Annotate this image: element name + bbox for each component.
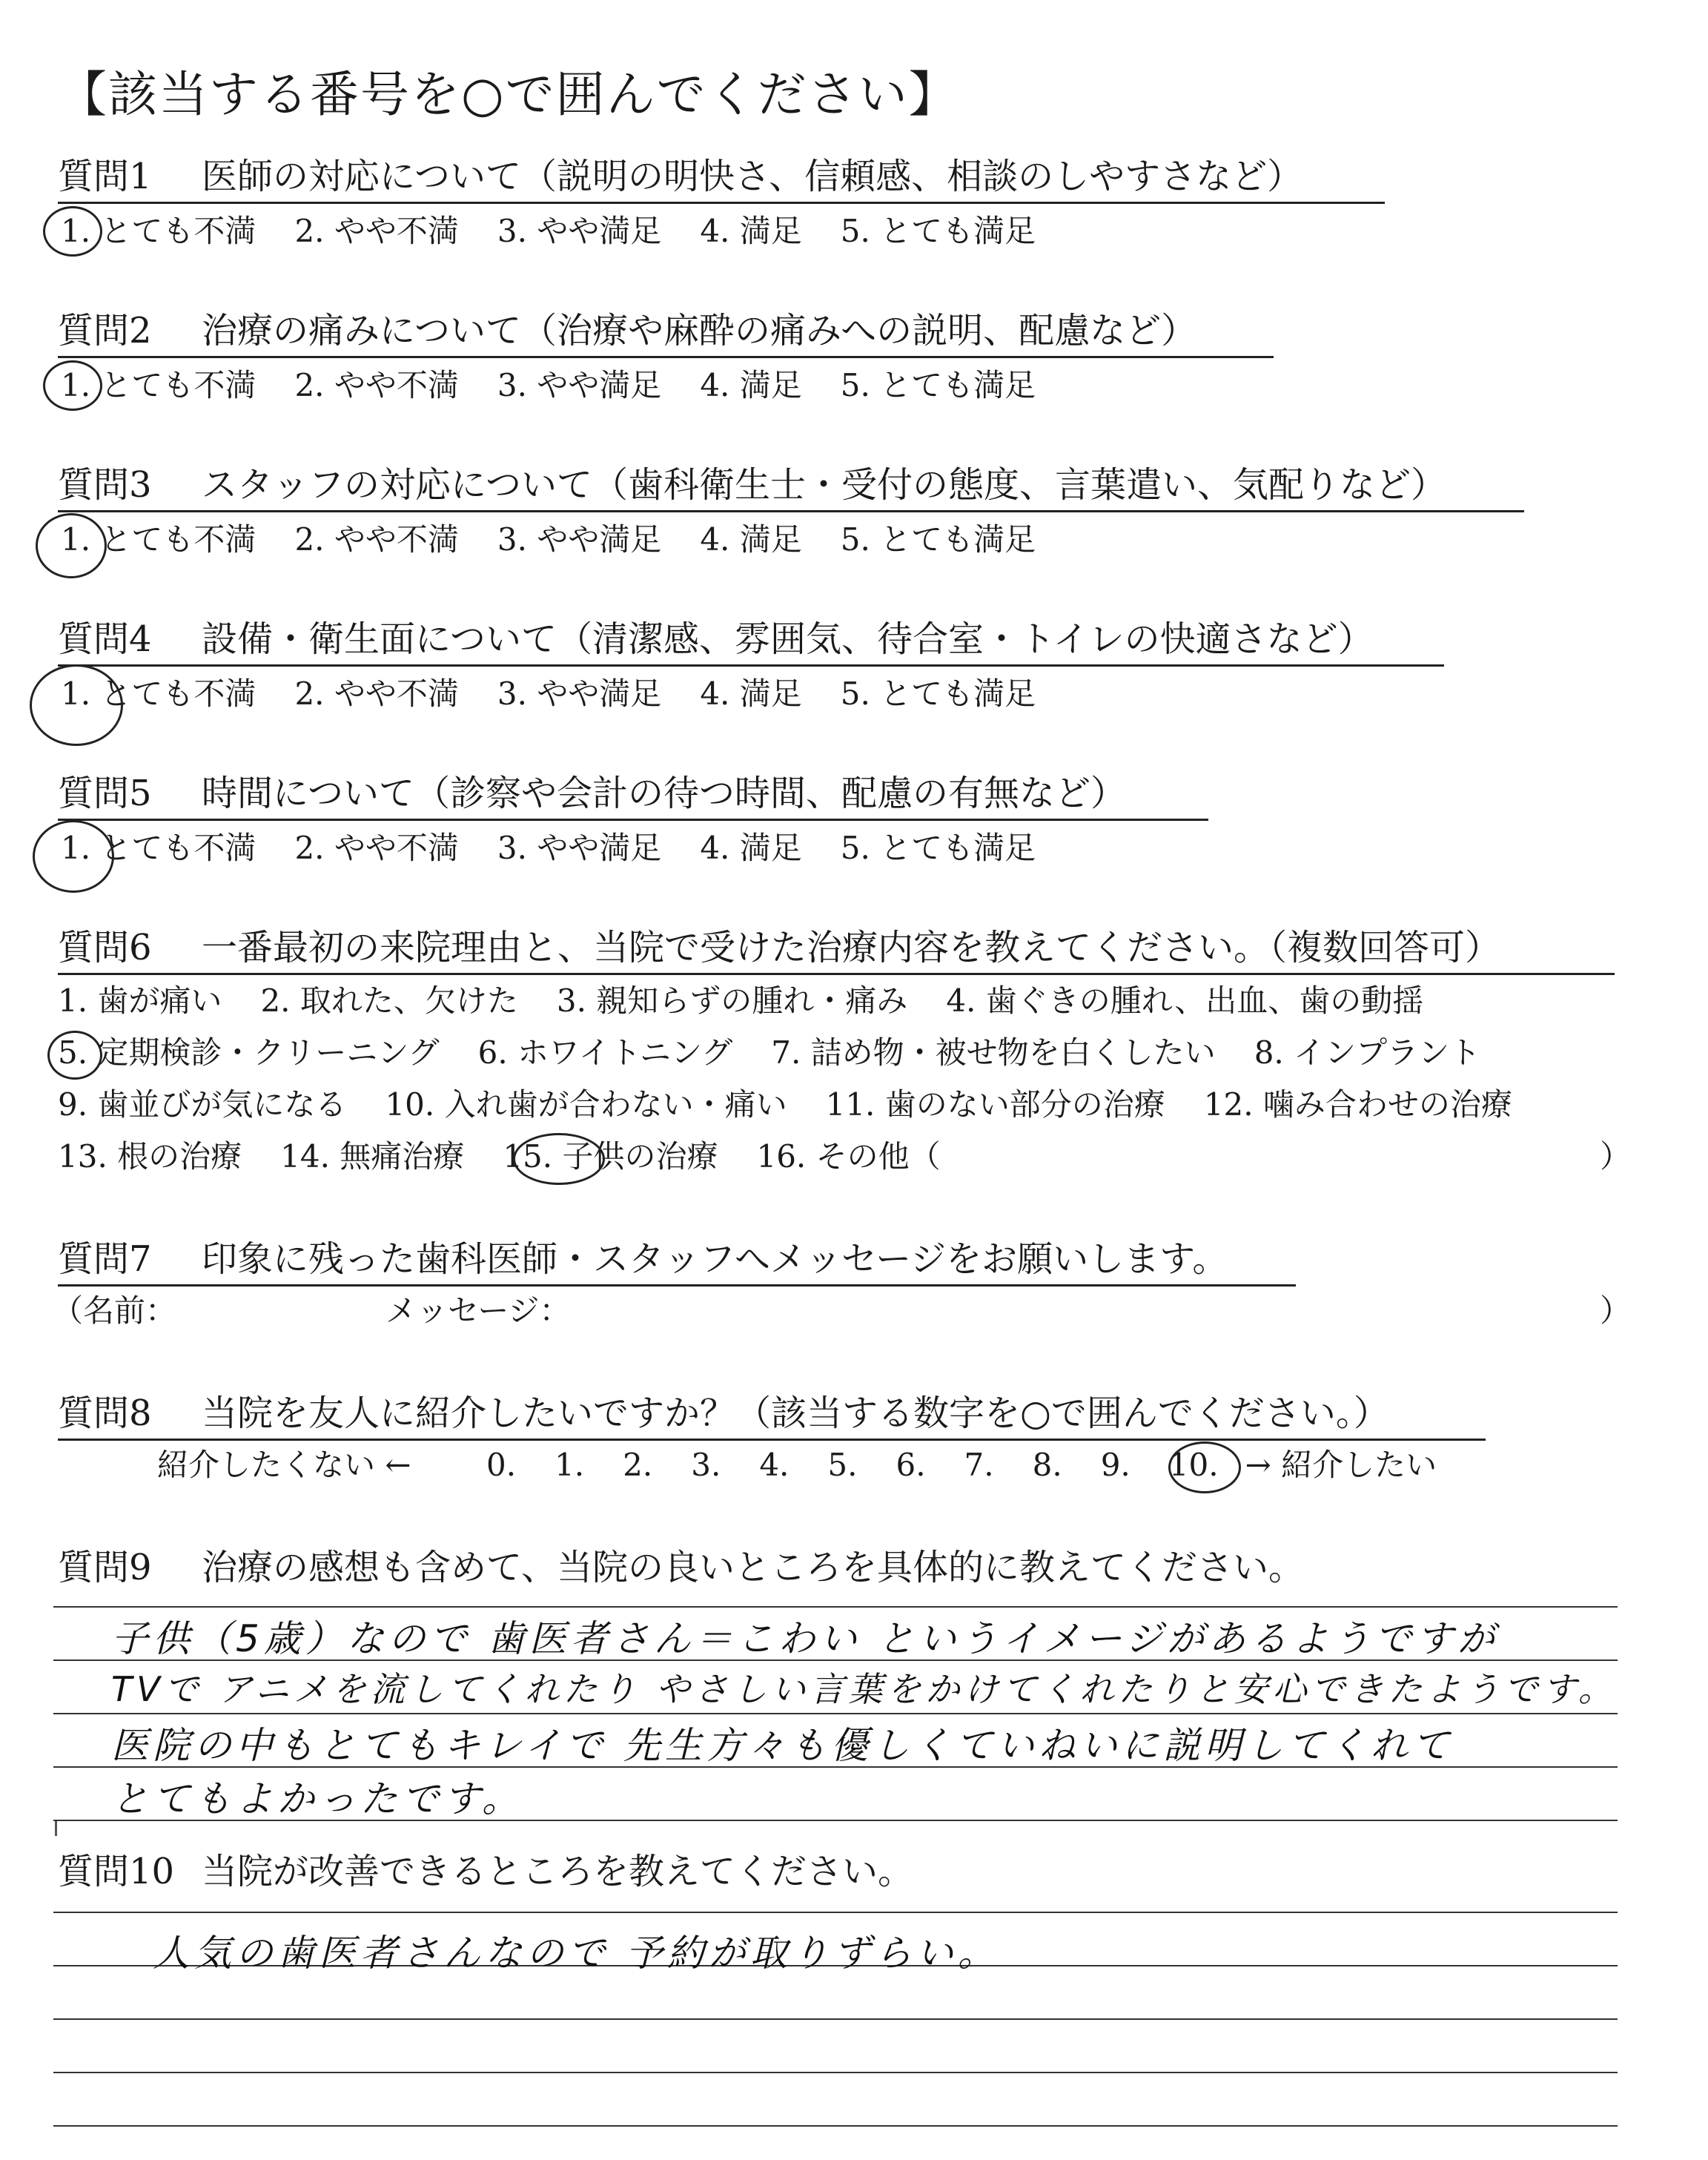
- q8-number-0[interactable]: 0.: [486, 1447, 517, 1483]
- option-3[interactable]: 3. やや満足: [497, 213, 662, 249]
- q9-handwritten-answer-line-2: TVで アニメを流してくれたり やさしい言葉をかけてくれたりと安心できたようです。: [111, 1669, 1617, 1709]
- option-5[interactable]: 5. とても満足: [840, 213, 1036, 249]
- handwritten-circle-q6-15: [513, 1133, 605, 1185]
- option-5[interactable]: 5. とても満足: [840, 676, 1036, 712]
- q10-handwritten-answer: 人気の歯医者さんなので 予約が取りずらい。: [153, 1932, 999, 1975]
- q8-scale-right-label: → 紹介したい: [1245, 1447, 1437, 1483]
- q8-number-4[interactable]: 4.: [759, 1447, 790, 1483]
- question-2-underline: [58, 356, 1274, 358]
- question-4-underline: [58, 664, 1444, 667]
- q6-option-14[interactable]: 14. 無痛治療: [280, 1138, 465, 1175]
- q8-number-5[interactable]: 5.: [827, 1447, 858, 1483]
- q6-option-13[interactable]: 13. 根の治療: [58, 1138, 242, 1175]
- q10-answer-line-4: [53, 2072, 1618, 2073]
- handwritten-circle-q1: [43, 206, 102, 257]
- q9-handwritten-answer-line-3: 医院の中もとてもキレイで 先生方々も優しくていねいに説明してくれて: [111, 1724, 1454, 1767]
- option-5[interactable]: 5. とても満足: [840, 367, 1036, 403]
- q6-option-11[interactable]: 11. 歯のない部分の治療: [825, 1086, 1165, 1123]
- q6-option-4[interactable]: 4. 歯ぐきの腫れ、出血、歯の動揺: [946, 982, 1424, 1019]
- q6-option-1[interactable]: 1. 歯が痛い: [58, 982, 222, 1019]
- q6-option-8[interactable]: 8. インプラント: [1254, 1034, 1481, 1071]
- q9-handwritten-answer-line-4: とてもよかったです。: [111, 1777, 523, 1820]
- q10-answer-line-3: [53, 2018, 1618, 2020]
- option-4[interactable]: 4. 満足: [700, 521, 802, 558]
- q6-option-10[interactable]: 10. 入れ歯が合わない・痛い: [385, 1086, 787, 1123]
- option-2[interactable]: 2. やや不満: [294, 213, 459, 249]
- q6-other-close-paren: ）: [1600, 1138, 1632, 1175]
- q7-name-field-label: （名前：: [52, 1292, 177, 1329]
- option-3[interactable]: 3. やや満足: [497, 367, 662, 403]
- question-5-text: 時間について（診察や会計の待つ時間、配慮の有無など）: [202, 773, 1127, 814]
- question-4-text: 設備・衛生面について（清潔感、雰囲気、待合室・トイレの快適さなど）: [202, 618, 1374, 660]
- question-6-text: 一番最初の来院理由と、当院で受けた治療内容を教えてください。（複数回答可）: [202, 927, 1501, 968]
- question-9-text: 治療の感想も含めて、当院の良いところを具体的に教えてください。: [202, 1547, 1305, 1588]
- q9-margin-tick: [55, 1821, 57, 1836]
- option-3[interactable]: 3. やや満足: [497, 676, 662, 712]
- q9-handwritten-answer-line-1: 子供（5歳）なので 歯医者さん＝こわい というイメージがあるようですが: [111, 1617, 1500, 1660]
- handwritten-circle-q3: [36, 513, 107, 578]
- question-3-options: [61, 521, 1074, 559]
- option-4[interactable]: 4. 満足: [700, 676, 802, 712]
- handwritten-circle-q4: [30, 664, 123, 746]
- question-5-options: [61, 829, 1074, 868]
- q7-message-field-label: メッセージ：: [385, 1292, 571, 1329]
- question-6-options-row3: [58, 1086, 1551, 1124]
- q8-scale-numbers: [486, 1446, 1475, 1484]
- q8-number-1[interactable]: 1.: [555, 1447, 585, 1483]
- question-8-text: 当院を友人に紹介したいですか？（該当する数字を○で囲んでください。）: [202, 1393, 1389, 1434]
- option-5[interactable]: 5. とても満足: [840, 521, 1036, 558]
- q6-option-5[interactable]: 5. 定期検診・クリーニング: [58, 1034, 440, 1071]
- option-4[interactable]: 4. 満足: [700, 830, 802, 866]
- q8-number-6[interactable]: 6.: [896, 1447, 926, 1483]
- question-2-label: 質問2: [58, 310, 152, 351]
- q10-answer-line-5: [53, 2125, 1618, 2127]
- option-5[interactable]: 5. とても満足: [840, 830, 1036, 866]
- question-2-options: [61, 366, 1074, 405]
- question-7-text: 印象に残った歯科医師・スタッフへメッセージをお願いします。: [202, 1238, 1228, 1280]
- question-1-underline: [58, 202, 1385, 204]
- option-1[interactable]: 1. とても不満: [61, 830, 256, 866]
- question-8-underline: [58, 1439, 1486, 1441]
- q8-number-7[interactable]: 7.: [964, 1447, 994, 1483]
- question-9-label: 質問9: [58, 1547, 152, 1588]
- q9-answer-line-3: [53, 1713, 1618, 1714]
- q8-scale-left-label: 紹介したくない ←: [157, 1447, 411, 1483]
- handwritten-circle-q6-5: [47, 1031, 102, 1080]
- q6-option-6[interactable]: 6. ホワイトニング: [477, 1034, 733, 1071]
- option-3[interactable]: 3. やや満足: [497, 830, 662, 866]
- question-5-underline: [58, 819, 1208, 821]
- q10-answer-line-1: [53, 1912, 1618, 1913]
- q7-close-paren: ）: [1600, 1292, 1632, 1329]
- q8-number-2[interactable]: 2.: [623, 1447, 653, 1483]
- question-6-options-row1: [58, 982, 1462, 1020]
- option-2[interactable]: 2. やや不満: [294, 676, 459, 712]
- question-1-label: 質問1: [58, 156, 152, 197]
- page-title: 【該当する番号を○で囲んでください】: [58, 66, 959, 123]
- option-4[interactable]: 4. 満足: [700, 367, 802, 403]
- handwritten-circle-q2: [43, 360, 102, 411]
- option-4[interactable]: 4. 満足: [700, 213, 802, 249]
- question-6-underline: [58, 973, 1615, 975]
- handwritten-circle-q8-10: [1168, 1441, 1241, 1493]
- option-3[interactable]: 3. やや満足: [497, 521, 662, 558]
- option-2[interactable]: 2. やや不満: [294, 830, 459, 866]
- q6-option-15[interactable]: 15. 子供の治療: [503, 1138, 718, 1175]
- question-2-text: 治療の痛みについて（治療や麻酔の痛みへの説明、配慮など）: [202, 310, 1197, 351]
- q8-number-10[interactable]: 10.: [1168, 1447, 1219, 1483]
- question-3-label: 質問3: [58, 464, 152, 506]
- q6-option-12[interactable]: 12. 噛み合わせの治療: [1203, 1086, 1512, 1123]
- option-1[interactable]: 1. とても不満: [61, 367, 256, 403]
- question-7-label: 質問7: [58, 1238, 152, 1280]
- question-10-text: 当院が改善できるところを教えてください。: [202, 1851, 914, 1892]
- question-1-text: 医師の対応について（説明の明快さ、信頼感、相談のしやすさなど）: [202, 156, 1303, 197]
- q6-option-3[interactable]: 3. 親知らずの腫れ・痛み: [556, 982, 908, 1019]
- q8-number-3[interactable]: 3.: [691, 1447, 721, 1483]
- question-6-label: 質問6: [58, 927, 152, 968]
- question-8-label: 質問8: [58, 1393, 152, 1434]
- option-1[interactable]: 1. とても不満: [61, 676, 256, 712]
- q6-option-9[interactable]: 9. 歯並びが気になる: [58, 1086, 347, 1123]
- question-1-options: [61, 212, 1074, 251]
- question-3-underline: [58, 510, 1524, 512]
- option-2[interactable]: 2. やや不満: [294, 521, 459, 558]
- q6-option-2[interactable]: 2. 取れた、欠けた: [260, 982, 518, 1019]
- q8-number-8[interactable]: 8.: [1032, 1447, 1062, 1483]
- q6-option-16[interactable]: 16. その他（: [756, 1138, 941, 1175]
- option-1[interactable]: 1. とても不満: [61, 213, 256, 249]
- question-7-underline: [58, 1284, 1296, 1287]
- q9-answer-line-1: [53, 1606, 1618, 1608]
- q6-option-7[interactable]: 7. 詰め物・被せ物を白くしたい: [771, 1034, 1216, 1071]
- question-4-label: 質問4: [58, 618, 152, 660]
- option-1[interactable]: 1. とても不満: [61, 521, 256, 558]
- question-4-options: [61, 675, 1074, 713]
- question-10-label: 質問10: [58, 1851, 175, 1892]
- handwritten-circle-q5: [33, 820, 114, 893]
- question-6-options-row2: [58, 1034, 1519, 1072]
- question-3-text: スタッフの対応について（歯科衛生士・受付の態度、言葉遣い、気配りなど）: [202, 464, 1447, 506]
- option-2[interactable]: 2. やや不満: [294, 367, 459, 403]
- question-5-label: 質問5: [58, 773, 152, 814]
- q8-number-9[interactable]: 9.: [1100, 1447, 1131, 1483]
